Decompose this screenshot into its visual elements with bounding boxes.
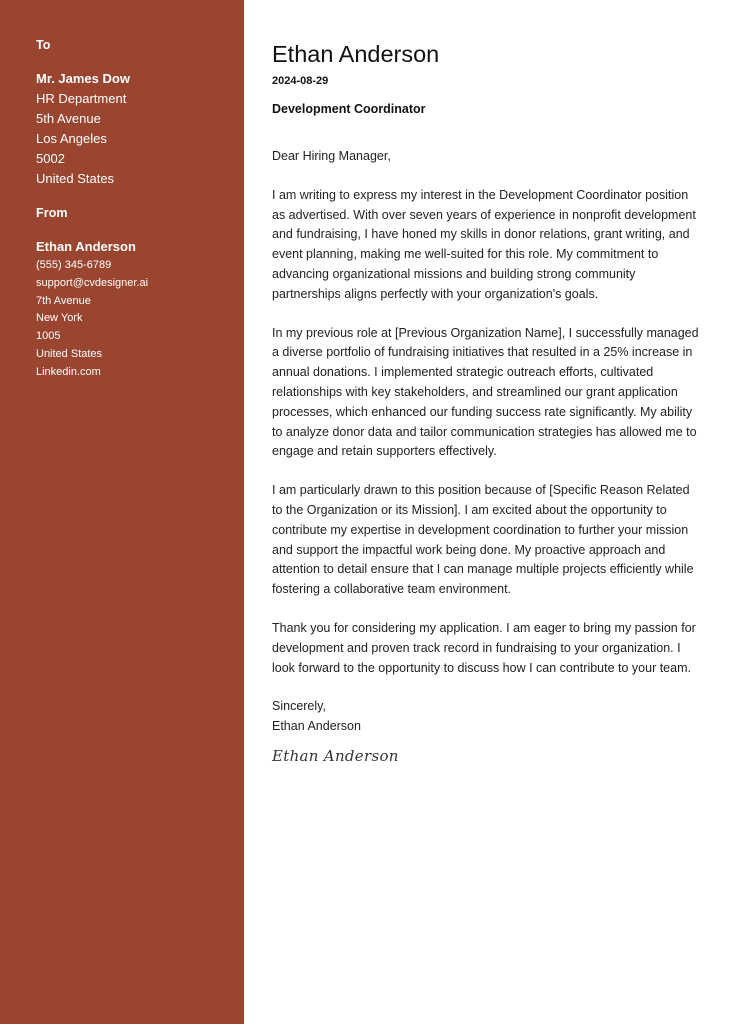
sign-name: Ethan Anderson <box>272 719 361 734</box>
signature: Ethan Anderson <box>272 746 399 765</box>
recipient-department: HR Department <box>36 91 127 106</box>
recipient-block <box>36 38 244 189</box>
sender-country: United States <box>36 347 103 360</box>
sender-name: Ethan Anderson <box>36 239 136 254</box>
recipient-country: United States <box>36 171 115 186</box>
letter-body <box>272 40 702 765</box>
sender-email: support@cvdesigner.ai <box>36 276 149 289</box>
letter-date: 2024-08-29 <box>272 75 329 87</box>
recipient-heading: To <box>36 38 51 52</box>
recipient-street: 5th Avenue <box>36 111 101 126</box>
paragraph-motivation: I am particularly drawn to this position because of [Specific Reason Related to the Organization or its Mission]. I am excited about the opportunity to contribute my expertise in development coordination to further your mission and support the impactful work being done. My proactive approach and attention to detail ensure that I can manage multiple projects efficiently while fostering a collaborative team environment. <box>272 483 694 597</box>
paragraph-closing: Thank you for considering my application. I am eager to bring my passion for development and proven track record in fundraising to your organization. I look forward to the opportunity to discuss how I can contribute to your team. <box>272 620 696 675</box>
sender-zip: 1005 <box>36 330 61 343</box>
sign-off-block <box>272 697 702 737</box>
paragraph-intro: I am writing to express my interest in the Development Coordinator position as advertised. With over seven years of experience in nonprofit development and fundraising, I have honed my skills in donor relations, grant writing, and event planning, making me well-suited for this role. My commitment to advancing organizational missions and building strong community partnerships aligns perfectly with your organization's goals. <box>272 187 696 301</box>
sender-street: 7th Avenue <box>36 294 91 307</box>
sidebar <box>0 0 244 1024</box>
sender-phone: (555) 345-6789 <box>36 259 112 271</box>
job-title: Development Coordinator <box>272 102 426 116</box>
recipient-city: Los Angeles <box>36 131 107 146</box>
sender-heading: From <box>36 206 68 220</box>
sender-linkedin: Linkedin.com <box>36 365 101 378</box>
recipient-zip: 5002 <box>36 151 65 166</box>
greeting: Dear Hiring Manager, <box>272 149 391 163</box>
paragraph-experience: In my previous role at [Previous Organization Name], I successfully managed a diverse portfolio of fundraising initiatives that resulted in a 25% increase in annual donations. I implemented strategic outreach efforts, cultivated relationships with key stakeholders, and streamlined our grant application processes, which enhanced our funding success rate significantly. My ability to analyze donor data and tailor communication strategies has allowed me to engage and retain supporters effectively. <box>272 325 699 459</box>
sender-city: New York <box>36 312 83 325</box>
sign-off: Sincerely, <box>272 699 326 714</box>
recipient-name: Mr. James Dow <box>36 71 130 86</box>
author-name: Ethan Anderson <box>272 41 440 67</box>
sender-block <box>36 206 244 382</box>
